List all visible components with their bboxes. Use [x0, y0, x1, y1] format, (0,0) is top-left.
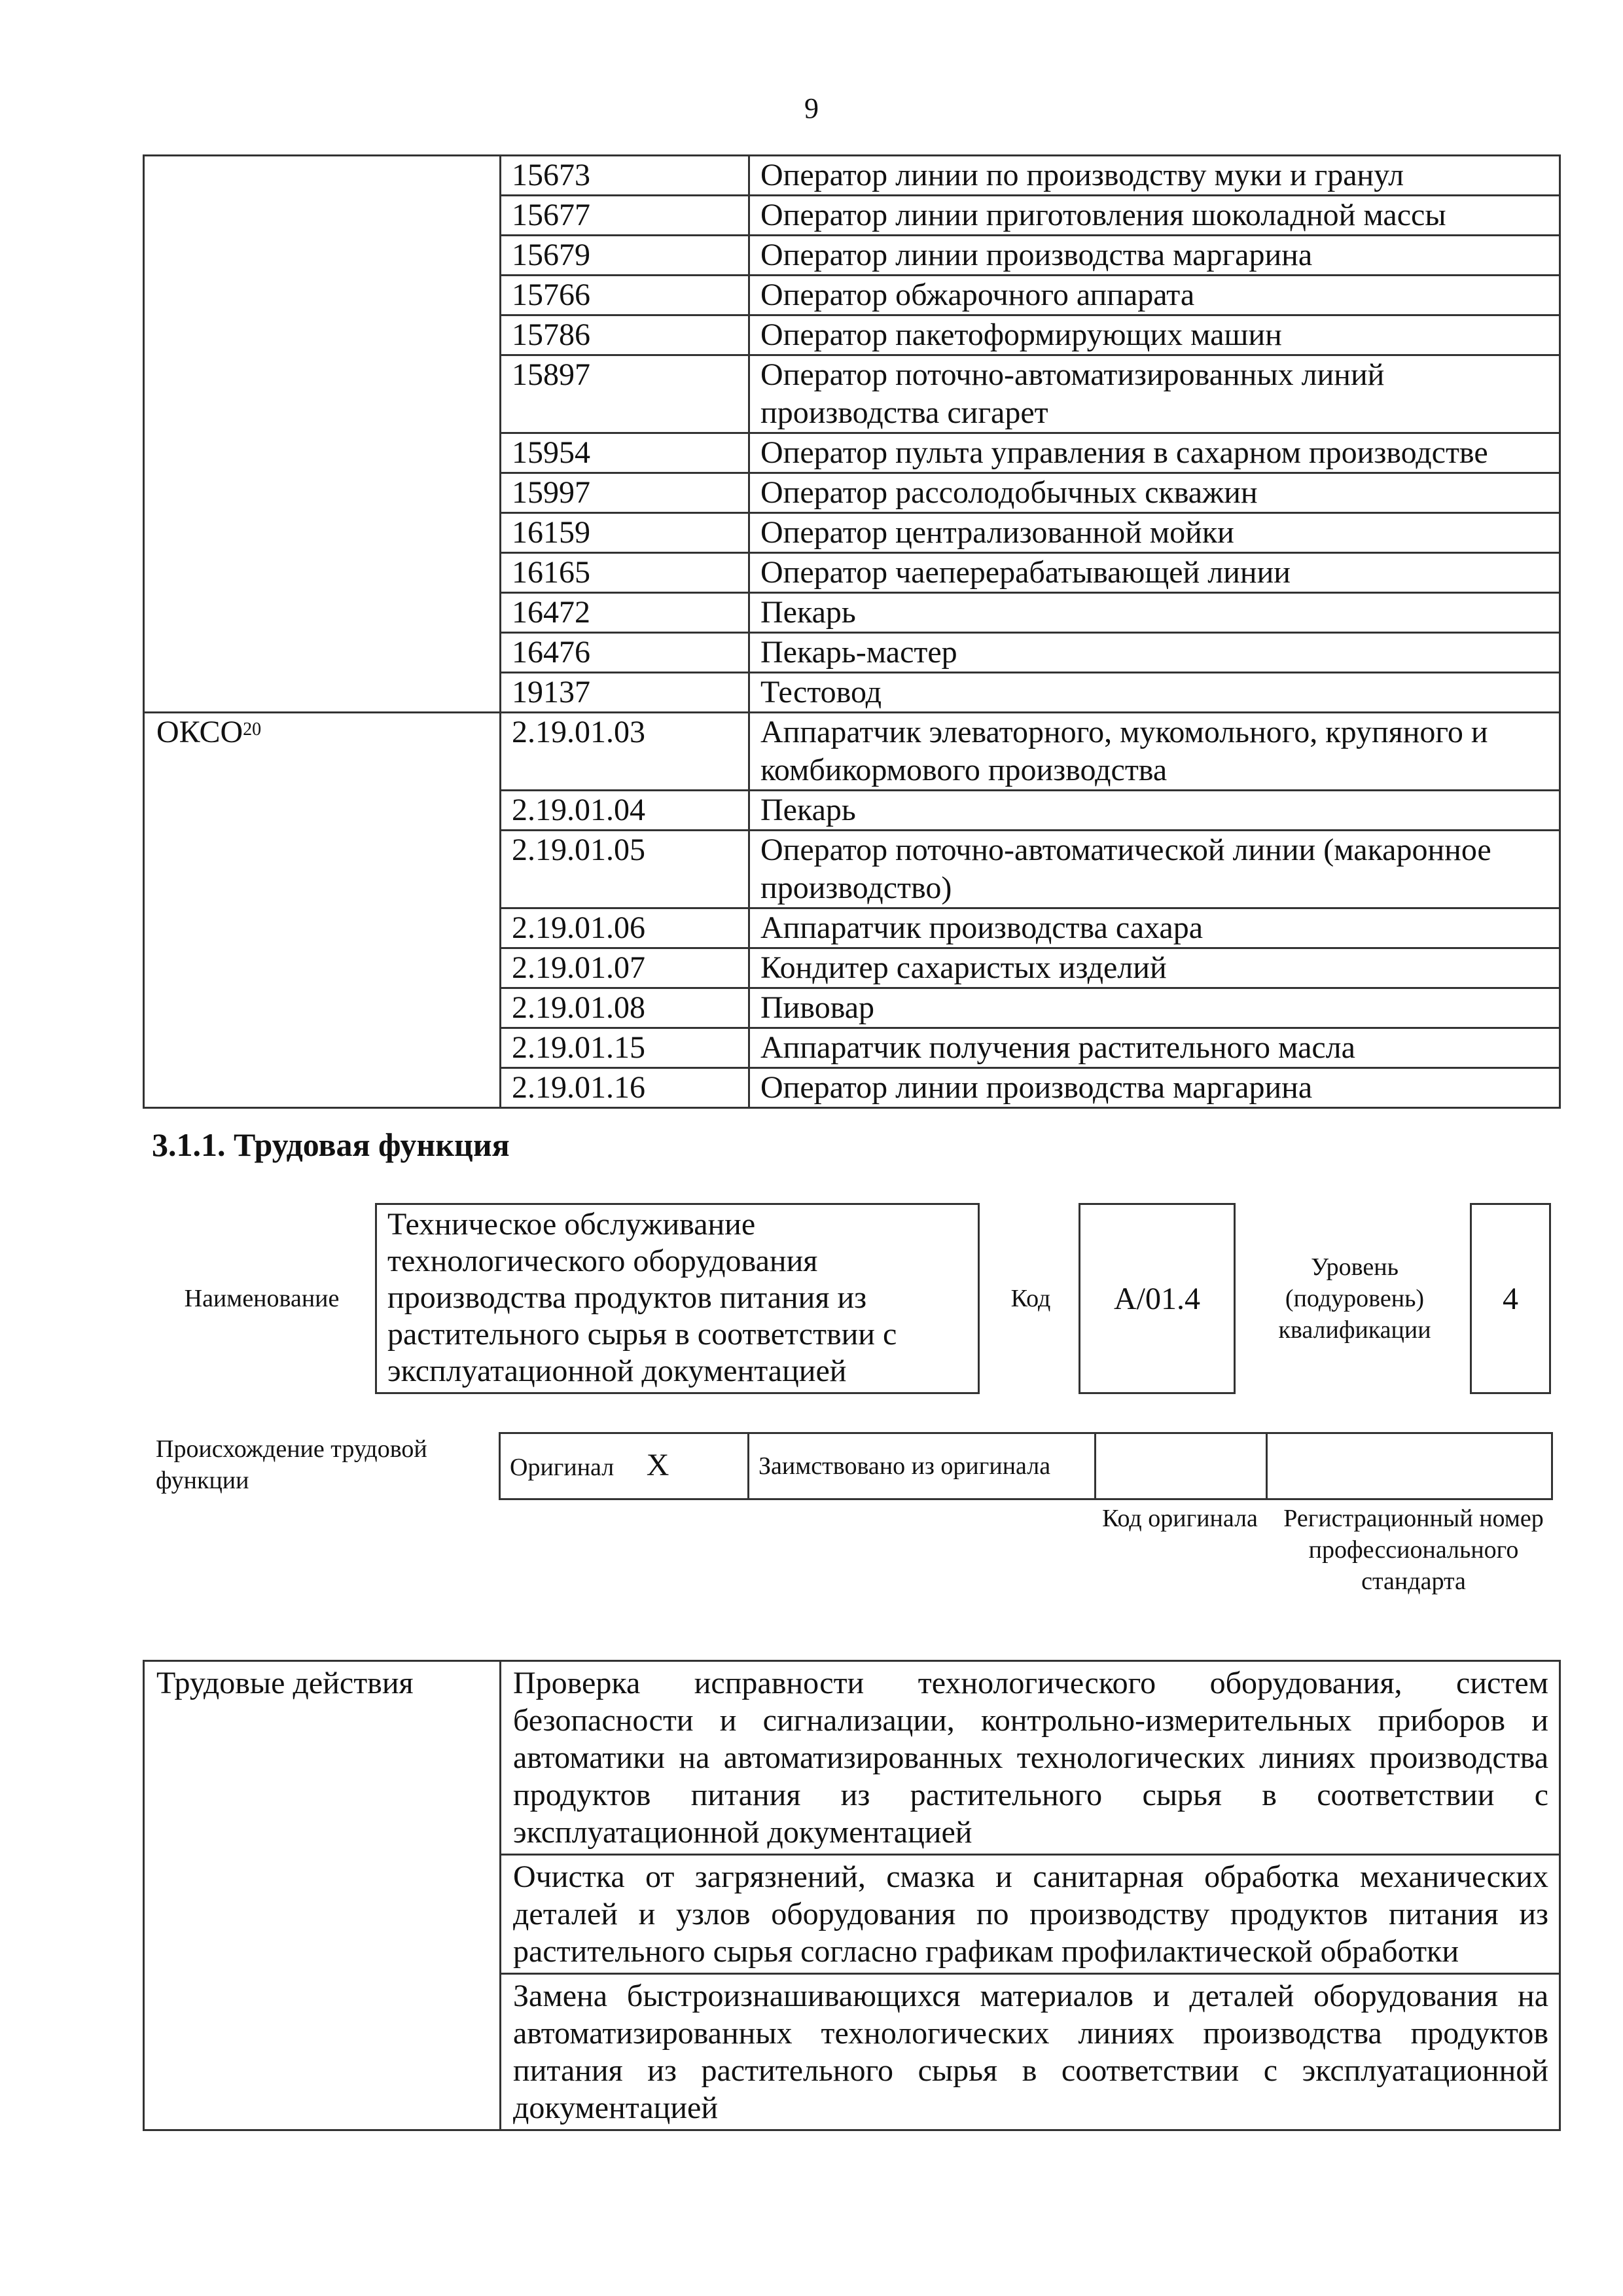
table-row	[144, 315, 1560, 355]
group-cell	[144, 791, 501, 831]
footnote-ref: 20	[243, 719, 262, 740]
group-cell	[144, 1068, 501, 1108]
origin-table	[499, 1432, 1553, 1500]
origin-label: Происхождение трудовой функции	[156, 1435, 427, 1494]
group-cell	[144, 355, 501, 433]
origin-borrowed-label: Заимствовано из оригинала	[758, 1452, 1051, 1480]
table-row	[144, 831, 1560, 908]
occupation-name-cell: Аппаратчик получения растительного масла	[749, 1028, 1560, 1068]
group-cell	[144, 673, 501, 713]
occupation-name-cell: Оператор поточно-автоматизированных линий производства сигарет	[749, 355, 1560, 433]
code-cell: 2.19.01.16	[501, 1068, 749, 1108]
table-row	[144, 593, 1560, 633]
classification-codes-table	[143, 154, 1561, 1109]
action-item: Очистка от загрязнений, смазка и санитарная обработка механических деталей и узлов оборудования по производству продуктов питания из растительного сырья согласно графикам профилактической обработки	[501, 1855, 1560, 1974]
function-code-box	[1079, 1203, 1236, 1394]
code-cell: 2.19.01.04	[501, 791, 749, 831]
page-number: 9	[804, 92, 819, 124]
group-cell	[144, 196, 501, 236]
function-name-value: Техническое обслуживание технологического оборудования производства продуктов питания из растительного сырья в соответствии с эксплуатационной документацией	[387, 1207, 897, 1388]
table-row	[144, 791, 1560, 831]
table-row	[144, 673, 1560, 713]
occupation-name-cell: Оператор линии производства маргарина	[749, 236, 1560, 276]
table-row	[144, 276, 1560, 315]
code-cell: 15954	[501, 433, 749, 473]
origin-borrowed-cell	[749, 1433, 1096, 1499]
code-cell: 15997	[501, 473, 749, 513]
labor-actions-table	[143, 1660, 1561, 2131]
code-cell: 15679	[501, 236, 749, 276]
group-cell	[144, 236, 501, 276]
table-row	[144, 196, 1560, 236]
group-cell	[144, 831, 501, 908]
group-cell	[144, 513, 501, 553]
actions-label: Трудовые действия	[156, 1666, 414, 1700]
code-cell: 2.19.01.08	[501, 988, 749, 1028]
code-cell: 15897	[501, 355, 749, 433]
action-item: Замена быстроизнашивающихся материалов и деталей оборудования на автоматизированных технологических линиях производства продуктов питания из растительного сырья в соответствии с эксплуатационной документацией	[501, 1974, 1560, 2130]
group-cell	[144, 553, 501, 593]
actions-label-cell	[144, 1661, 501, 2130]
code-cell: 15786	[501, 315, 749, 355]
code-cell: 16165	[501, 553, 749, 593]
group-label: ОКСО	[156, 715, 243, 749]
table-row	[144, 513, 1560, 553]
code-cell: 2.19.01.05	[501, 831, 749, 908]
group-cell	[144, 948, 501, 988]
origin-original-mark: X	[646, 1447, 669, 1482]
qualification-level-box	[1470, 1203, 1551, 1394]
group-cell	[144, 633, 501, 673]
function-name-box	[375, 1203, 980, 1394]
reg-number-caption: Регистрационный номер профессионального стандарта	[1283, 1505, 1544, 1595]
table-row	[144, 355, 1560, 433]
table-row	[144, 236, 1560, 276]
group-cell	[144, 1028, 501, 1068]
action-item: Проверка исправности технологического оборудования, систем безопасности и сигнализации, контрольно-измерительных приборов и автоматики на автоматизированных технологических линиях производства продуктов питания из растительного сырья в соответствии с эксплуатационной документацией	[501, 1661, 1560, 1855]
origin-original-cell	[500, 1433, 749, 1499]
code-cell: 16159	[501, 513, 749, 553]
origin-original-label: Оригинал	[510, 1453, 615, 1481]
table-row	[144, 1068, 1560, 1108]
occupation-name-cell: Оператор рассолодобычных скважин	[749, 473, 1560, 513]
occupation-name-cell: Оператор линии приготовления шоколадной массы	[749, 196, 1560, 236]
occupation-name-cell: Аппаратчик производства сахара	[749, 908, 1560, 948]
occupation-name-cell: Аппаратчик элеваторного, мукомольного, крупяного и комбикормового производства	[749, 713, 1560, 791]
occupation-name-cell: Пивовар	[749, 988, 1560, 1028]
table-row	[144, 908, 1560, 948]
occupation-name-cell: Пекарь-мастер	[749, 633, 1560, 673]
origin-code-cell	[1096, 1433, 1267, 1499]
table-row	[144, 713, 1560, 791]
table-row	[144, 633, 1560, 673]
level-label: Уровень (подуровень) квалификации	[1278, 1253, 1431, 1344]
group-cell	[144, 988, 501, 1028]
code-cell: 15673	[501, 156, 749, 196]
code-cell: 15677	[501, 196, 749, 236]
code-cell: 16476	[501, 633, 749, 673]
occupation-name-cell: Оператор пакетоформирующих машин	[749, 315, 1560, 355]
original-code-caption: Код оригинала	[1102, 1505, 1258, 1532]
code-cell: 2.19.01.03	[501, 713, 749, 791]
code-cell: 15766	[501, 276, 749, 315]
occupation-name-cell: Пекарь	[749, 593, 1560, 633]
group-cell	[144, 156, 501, 196]
occupation-name-cell: Тестовод	[749, 673, 1560, 713]
table-row	[144, 156, 1560, 196]
group-cell	[144, 276, 501, 315]
section-heading: 3.1.1. Трудовая функция	[152, 1126, 510, 1163]
group-cell	[144, 713, 501, 791]
code-cell: 2.19.01.15	[501, 1028, 749, 1068]
table-row	[144, 433, 1560, 473]
occupation-name-cell: Оператор обжарочного аппарата	[749, 276, 1560, 315]
code-label: Код	[1010, 1285, 1051, 1312]
table-row	[144, 948, 1560, 988]
group-cell	[144, 433, 501, 473]
occupation-name-cell: Оператор поточно-автоматической линии (макаронное производство)	[749, 831, 1560, 908]
code-cell: 16472	[501, 593, 749, 633]
qualification-level-value: 4	[1503, 1281, 1518, 1316]
occupation-name-cell: Пекарь	[749, 791, 1560, 831]
occupation-name-cell: Оператор чаеперерабатывающей линии	[749, 553, 1560, 593]
function-code-value: A/01.4	[1114, 1281, 1200, 1316]
origin-reg-number-cell	[1267, 1433, 1552, 1499]
code-cell: 19137	[501, 673, 749, 713]
occupation-name-cell: Оператор линии по производству муки и гранул	[749, 156, 1560, 196]
table-row	[144, 473, 1560, 513]
occupation-name-cell: Оператор пульта управления в сахарном производстве	[749, 433, 1560, 473]
table-row	[144, 553, 1560, 593]
occupation-name-cell: Оператор централизованной мойки	[749, 513, 1560, 553]
name-label: Наименование	[184, 1285, 340, 1312]
occupation-name-cell: Оператор линии производства маргарина	[749, 1068, 1560, 1108]
group-cell	[144, 593, 501, 633]
group-cell	[144, 315, 501, 355]
table-row	[144, 1028, 1560, 1068]
group-cell	[144, 908, 501, 948]
table-row	[144, 988, 1560, 1028]
group-cell	[144, 473, 501, 513]
occupation-name-cell: Кондитер сахаристых изделий	[749, 948, 1560, 988]
code-cell: 2.19.01.07	[501, 948, 749, 988]
code-cell: 2.19.01.06	[501, 908, 749, 948]
